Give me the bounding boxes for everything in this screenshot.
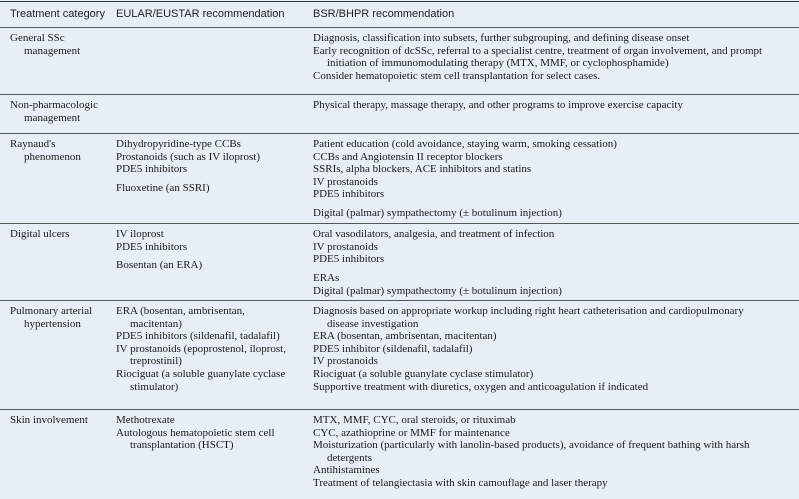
category-cell	[10, 414, 110, 427]
cell-line: transplantation (HSCT)	[130, 439, 234, 452]
cell-line: Fluoxetine (an SSRI)	[116, 182, 210, 195]
cell-line: MTX, MMF, CYC, oral steroids, or rituximab	[313, 414, 516, 426]
cell-line: Riociguat (a soluble guanylate cyclase	[116, 367, 286, 380]
cell-line: Diagnosis, classification into subsets, further subgrouping, and defining disease onset	[313, 32, 690, 44]
bsr-cell	[313, 305, 795, 393]
cell-line: Oral vasodilators, analgesia, and treatment of infection	[313, 228, 555, 240]
table-header	[0, 0, 799, 27]
bsr-cell	[313, 414, 795, 490]
category-line: management	[24, 111, 81, 124]
cell-line: Digital (palmar) sympathectomy (± botulinum injection)	[313, 207, 562, 220]
category-line: General SSc	[10, 32, 65, 44]
category-line: Non-pharmacologic	[10, 99, 98, 111]
eular-cell	[116, 138, 306, 195]
cell-line: Bosentan (an ERA)	[116, 259, 203, 272]
cell-line: Treatment of telangiectasia with skin camouflage and laser therapy	[313, 476, 608, 489]
category-cell	[10, 138, 110, 163]
section-divider	[0, 300, 799, 301]
category-line: hypertension	[24, 317, 81, 330]
header-rule	[0, 27, 799, 28]
cell-line: IV prostanoids	[313, 175, 378, 188]
cell-line: SSRIs, alpha blockers, ACE inhibitors and statins	[313, 163, 532, 176]
header-eular: EULAR/EUSTAR recommendation	[116, 8, 285, 20]
cell-line: Autologous hematopoietic stem cell	[116, 426, 275, 439]
cell-line: Dihydropyridine-type CCBs	[116, 138, 241, 150]
cell-line: initiation of immunomodulating therapy (MTX, MMF, or cyclophosphamide)	[327, 57, 669, 70]
cell-line: PDE5 inhibitors	[116, 240, 188, 253]
cell-line: PDE5 inhibitors	[116, 163, 188, 176]
category-cell	[10, 32, 110, 57]
category-line: Digital ulcers	[10, 228, 70, 240]
bsr-cell	[313, 228, 795, 297]
cell-line: detergents	[327, 451, 373, 464]
cell-line: Riociguat (a soluble guanylate cyclase stimulator)	[313, 367, 534, 380]
eular-cell	[116, 414, 306, 452]
cell-line: ERAs	[313, 272, 340, 285]
cell-line: IV iloprost	[116, 228, 164, 240]
cell-line: PDE5 inhibitors (sildenafil, tadalafil)	[116, 330, 280, 343]
cell-line: IV prostanoids (epoprostenol, iloprost,	[116, 342, 286, 355]
bsr-cell	[313, 32, 795, 82]
eular-cell	[116, 228, 306, 272]
cell-line: Moisturization (particularly with lanolin-based products), avoidance of frequent bathing with harsh	[313, 439, 750, 452]
cell-line: Supportive treatment with diuretics, oxygen and anticoagulation if indicated	[313, 380, 649, 393]
cell-line: Early recognition of dcSSc, referral to a specialist centre, treatment of organ involvement, and prompt	[313, 44, 763, 57]
category-line: Skin involvement	[10, 414, 88, 426]
section-divider	[0, 223, 799, 224]
cell-line: IV prostanoids	[313, 355, 378, 368]
cell-line: treprostinil)	[130, 355, 182, 368]
cell-line: Patient education (cold avoidance, staying warm, smoking cessation)	[313, 138, 617, 150]
cell-line: ERA (bosentan, ambrisentan,	[116, 305, 245, 317]
cell-line: Prostanoids (such as IV iloprost)	[116, 150, 261, 163]
cell-line: IV prostanoids	[313, 240, 378, 253]
cell-line: Methotrexate	[116, 414, 175, 426]
header-bsr: BSR/BHPR recommendation	[313, 8, 455, 20]
cell-line: Physical therapy, massage therapy, and other programs to improve exercise capacity	[313, 99, 683, 111]
category-cell	[10, 228, 110, 241]
section-divider	[0, 133, 799, 134]
section-divider	[0, 94, 799, 95]
bsr-cell	[313, 138, 795, 220]
category-line: Raynaud's	[10, 138, 56, 150]
eular-cell	[116, 305, 306, 393]
category-cell	[10, 305, 110, 330]
category-line: Pulmonary arterial	[10, 305, 93, 317]
cell-line: PDE5 inhibitors	[313, 253, 385, 266]
cell-line: PDE5 inhibitor (sildenafil, tadalafil)	[313, 342, 473, 355]
category-line: management	[24, 44, 81, 57]
cell-line: Digital (palmar) sympathectomy (± botulinum injection)	[313, 284, 562, 297]
cell-line: Antihistamines	[313, 464, 380, 477]
category-line: phenomenon	[24, 150, 81, 163]
section-divider	[0, 409, 799, 410]
bsr-cell	[313, 99, 795, 112]
cell-line: Consider hematopoietic stem cell transplantation for select cases.	[313, 69, 601, 82]
header-category: Treatment category	[10, 8, 105, 20]
cell-line: CYC, azathioprine or MMF for maintenance	[313, 426, 510, 439]
cell-line: ERA (bosentan, ambrisentan, macitentan)	[313, 330, 497, 343]
cell-line: Diagnosis based on appropriate workup including right heart catheterisation and cardiopulmonary	[313, 305, 744, 317]
cell-line: CCBs and Angiotensin II receptor blockers	[313, 150, 503, 163]
cell-line: disease investigation	[327, 317, 419, 330]
cell-line: stimulator)	[130, 380, 179, 393]
category-cell	[10, 99, 110, 124]
cell-line: macitentan)	[130, 317, 182, 330]
cell-line: PDE5 inhibitors	[313, 188, 385, 201]
